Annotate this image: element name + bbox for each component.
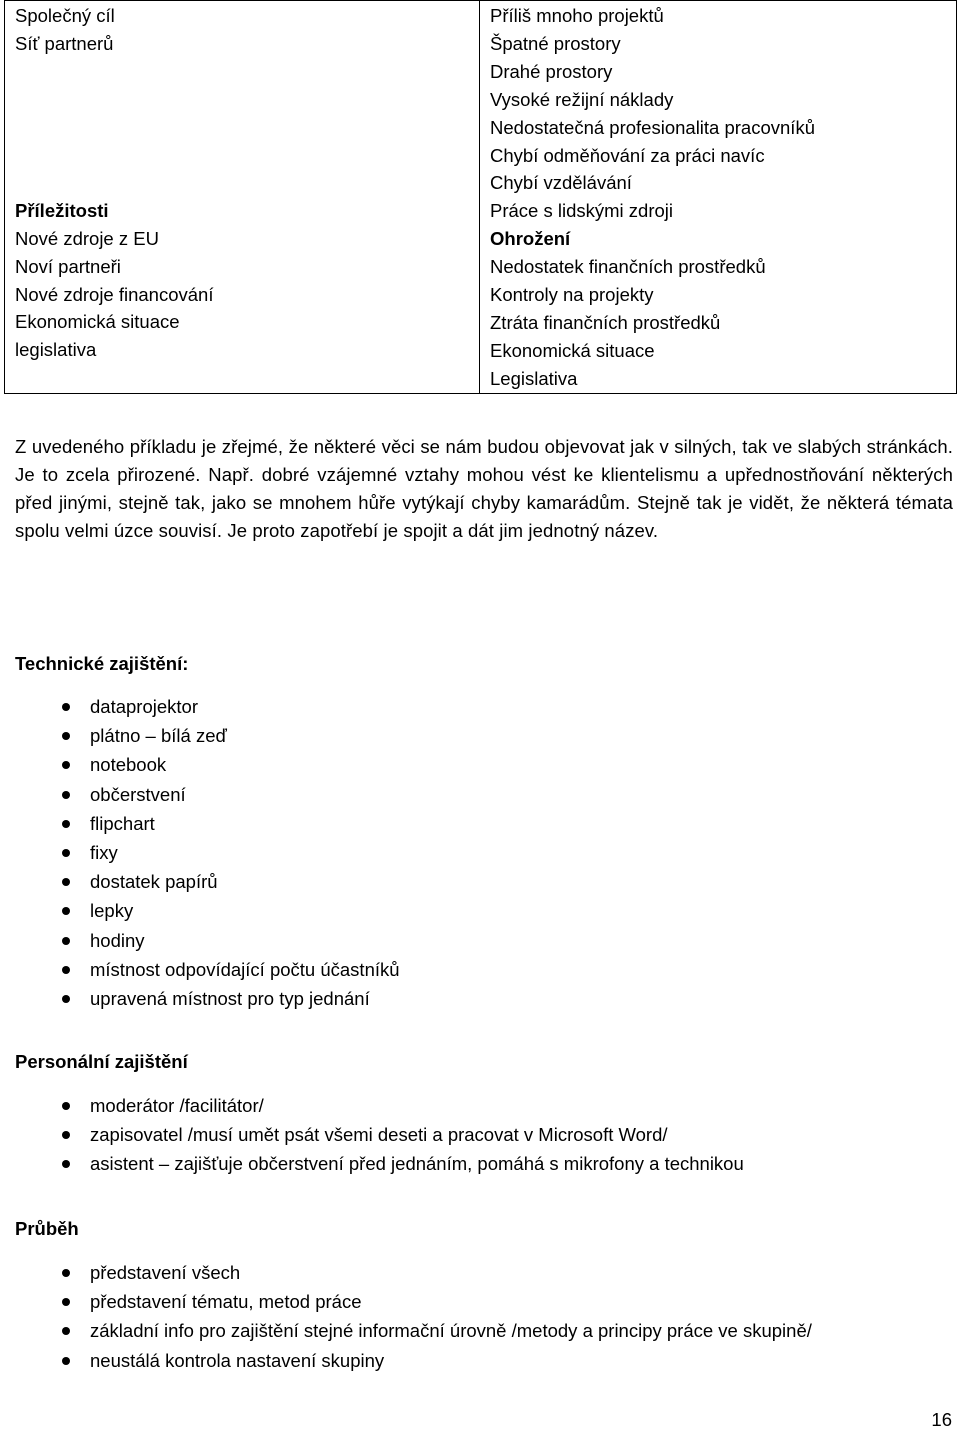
list-item: občerstvení (0, 780, 400, 809)
threat-item: Legislativa (490, 367, 578, 389)
opportunity-item: Nové zdroje z EU (15, 227, 159, 249)
body-paragraph: Z uvedeného příkladu je zřejmé, že některé věci se nám budou objevovat jak v silných, tak ve slabých stránkách. Je to zcela přirozené. Např. dobré vzájemné vztahy mohou vést ke klientelismu a upřednostňování některých před jinými, stejně tak, jako se mnohem hůře vytýkají chyby kamarádům. Stejně tak je vidět, že některá témata spolu velmi úzce souvisí. Je proto zapotřebí je spojit a dát jim jednotný název. (15, 436, 953, 541)
weakness-item: Vysoké režijní náklady (490, 88, 674, 110)
swot-line: Síť partnerů (15, 32, 114, 54)
weakness-item: Chybí odměňování za práci navíc (490, 144, 765, 166)
weakness-item: Nedostatečná profesionalita pracovníků (490, 116, 815, 138)
technical-list (0, 692, 400, 1013)
personnel-heading: Personální zajištění (15, 1051, 188, 1072)
list-item: představení tématu, metod práce (0, 1287, 812, 1316)
list-item: místnost odpovídající počtu účastníků (0, 955, 400, 984)
list-item: zapisovatel /musí umět psát všemi deseti a pracovat v Microsoft Word/ (0, 1120, 744, 1149)
list-item: moderátor /facilitátor/ (0, 1091, 744, 1120)
opportunity-item: legislativa (15, 339, 97, 361)
threat-item: Ekonomická situace (490, 339, 655, 361)
threats-heading: Ohrožení (490, 228, 571, 250)
opportunity-item: Nové zdroje financování (15, 283, 214, 305)
weakness-item: Drahé prostory (490, 60, 613, 82)
swot-line: Společný cíl (15, 5, 115, 26)
list-item: flipchart (0, 809, 400, 838)
list-item: základní info pro zajištění stejné informační úrovně /metody a principy práce ve skupině/ (0, 1316, 812, 1345)
list-item: asistent – zajišťuje občerstvení před jednáním, pomáhá s mikrofony a technikou (0, 1149, 744, 1178)
weakness-item: Práce s lidskými zdroji (490, 200, 673, 222)
page-number: 16 (931, 1409, 952, 1430)
threat-item: Ztráta finančních prostředků (490, 311, 721, 333)
technical-heading: Technické zajištění: (15, 653, 189, 674)
list-item: upravená místnost pro typ jednání (0, 984, 400, 1013)
list-item: dostatek papírů (0, 867, 400, 896)
course-list (0, 1258, 812, 1375)
opportunities-heading: Příležitosti (15, 199, 109, 221)
weakness-item: Příliš mnoho projektů (490, 5, 664, 26)
weakness-item: Chybí vzdělávání (490, 172, 632, 194)
swot-right-cell (480, 1, 957, 394)
list-item: lepky (0, 896, 400, 925)
threat-item: Nedostatek finančních prostředků (490, 256, 766, 278)
personnel-list (0, 1091, 744, 1179)
list-item: hodiny (0, 926, 400, 955)
opportunity-item: Noví partneři (15, 255, 121, 277)
threat-item: Kontroly na projekty (490, 284, 654, 306)
list-item: představení všech (0, 1258, 812, 1287)
list-item: fixy (0, 838, 400, 867)
swot-table (4, 0, 957, 394)
weakness-item: Špatné prostory (490, 32, 621, 54)
opportunity-item: Ekonomická situace (15, 311, 180, 333)
course-heading: Průběh (15, 1218, 79, 1239)
swot-left-cell (5, 1, 480, 394)
list-item: dataprojektor (0, 692, 400, 721)
list-item: plátno – bílá zeď (0, 721, 400, 750)
list-item: notebook (0, 750, 400, 779)
list-item: neustálá kontrola nastavení skupiny (0, 1346, 812, 1375)
